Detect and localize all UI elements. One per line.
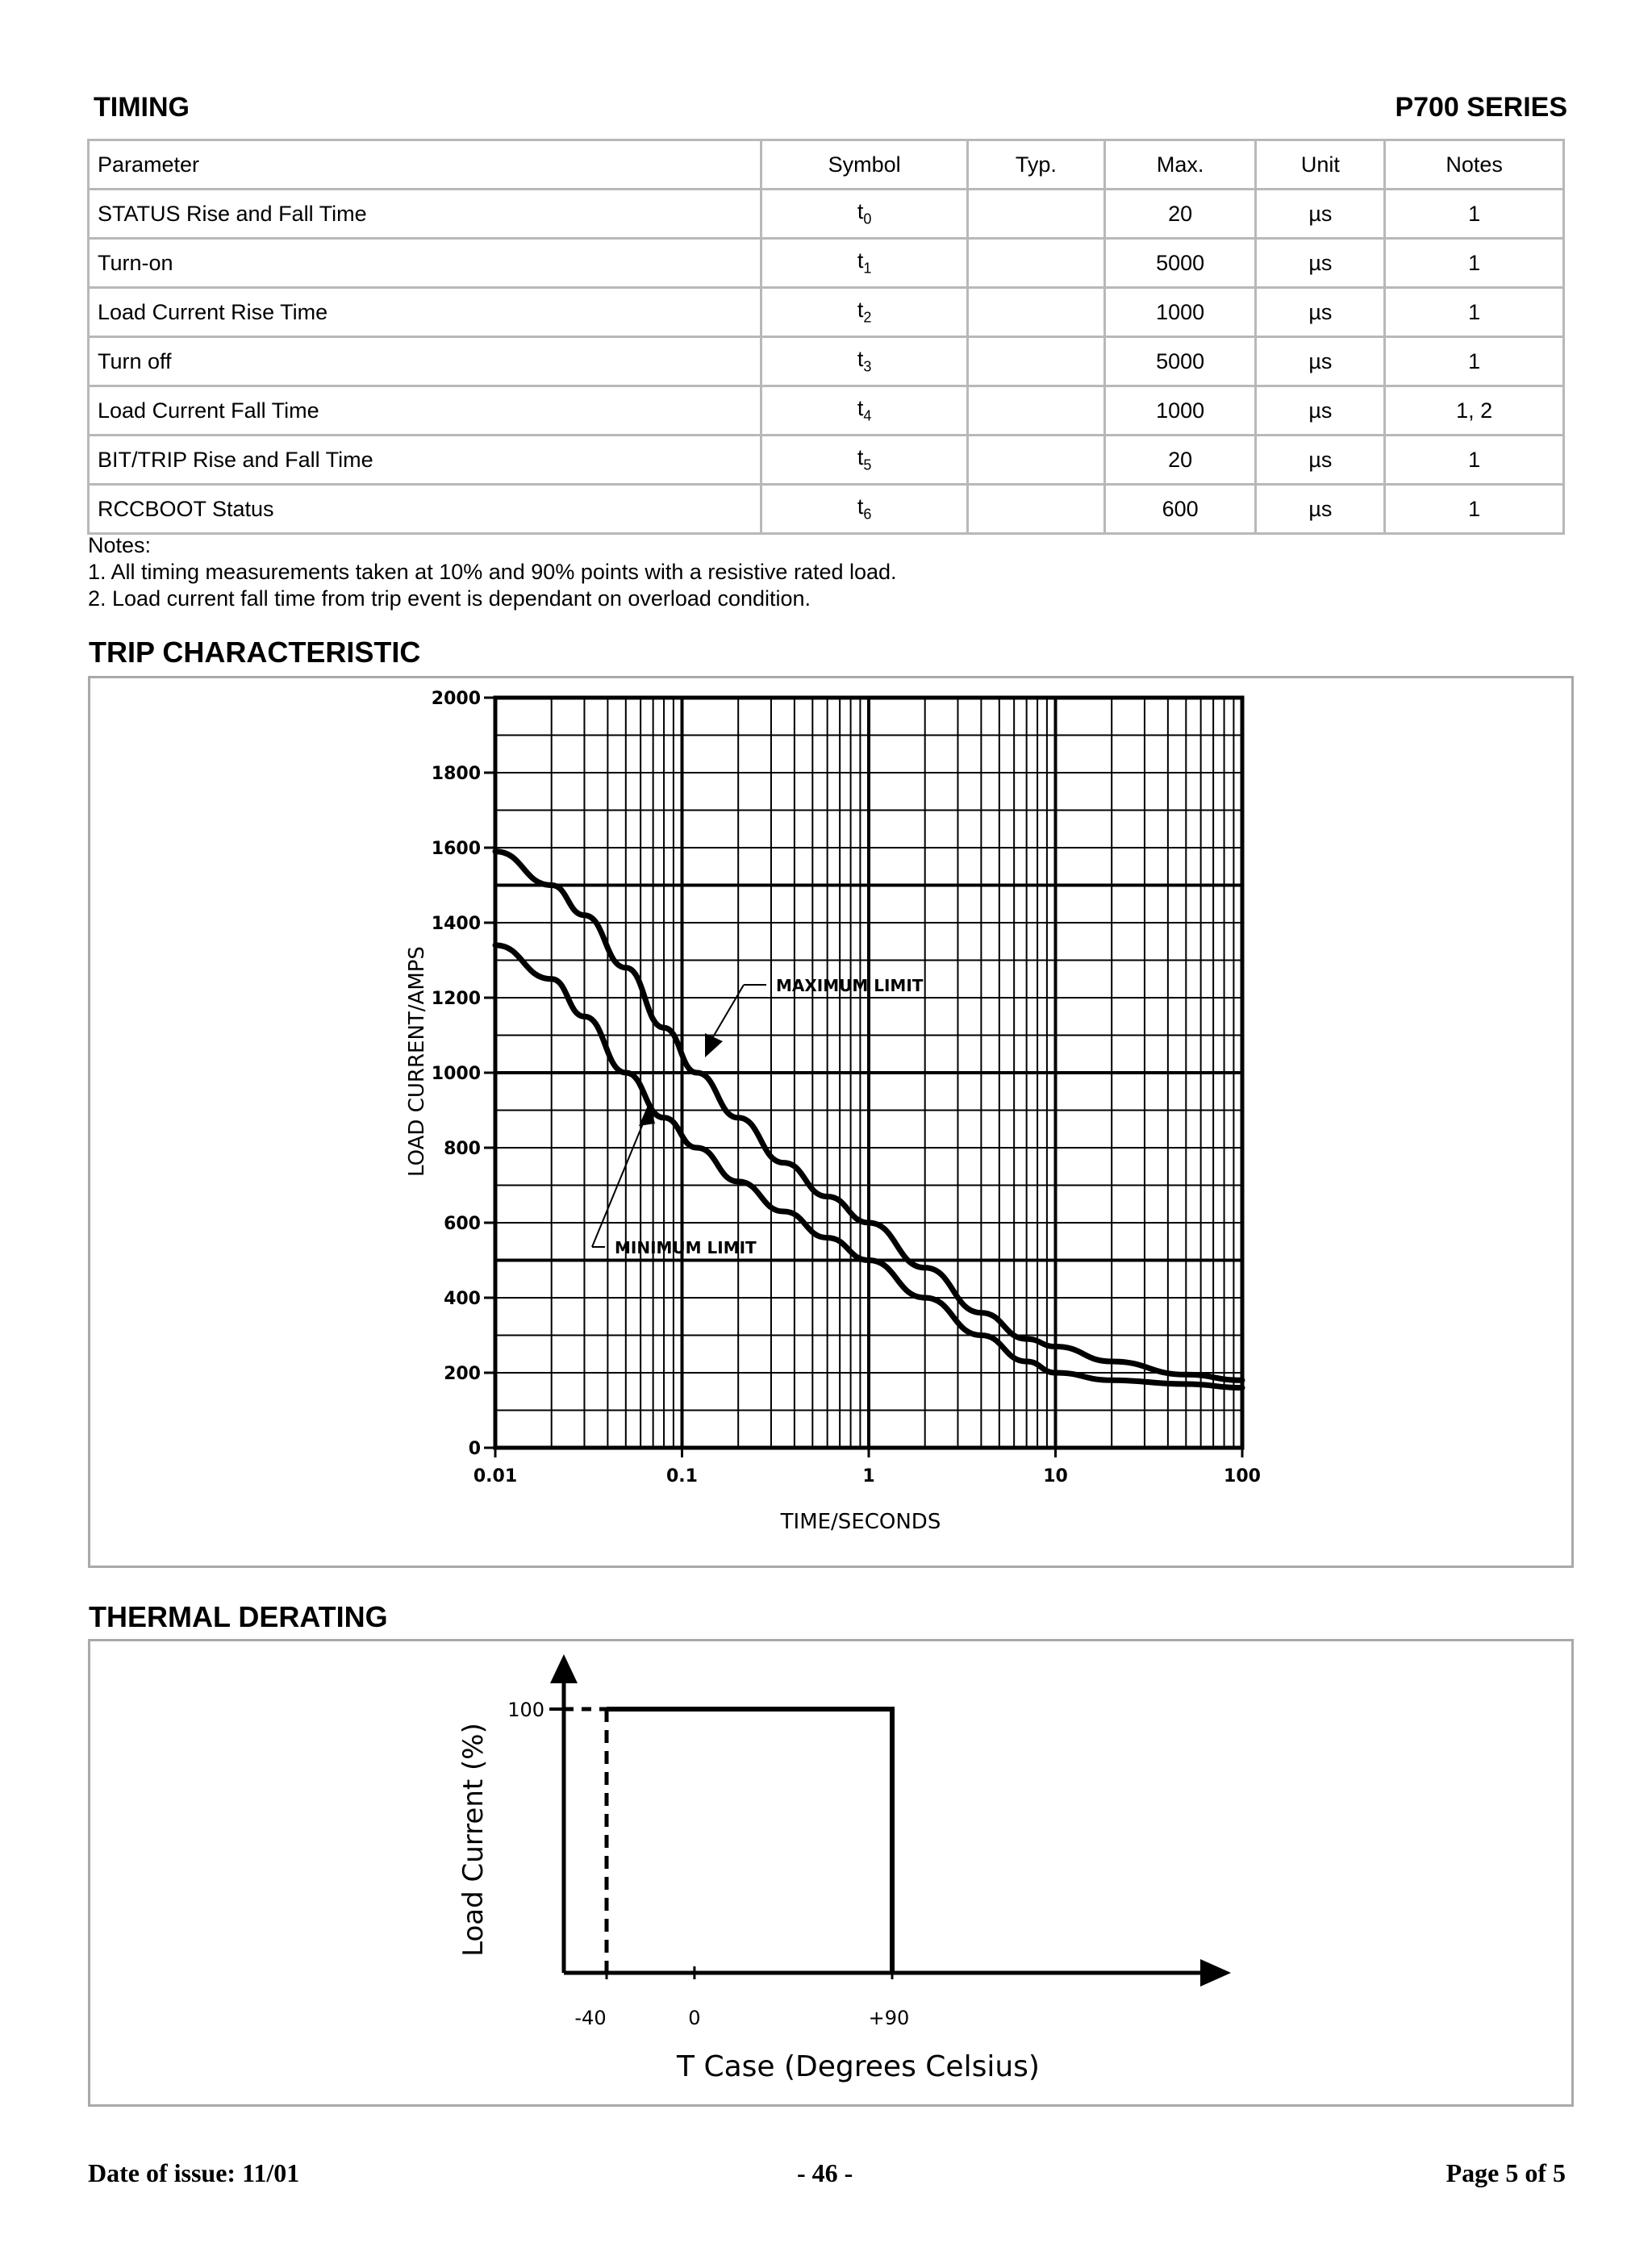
- series-label-minimum: MINIMUM LIMIT: [615, 1238, 757, 1257]
- table-cell-notes: 1: [1385, 190, 1564, 239]
- x-tick-label: -40: [574, 2007, 607, 2029]
- footer-page-number: - 46 -: [797, 2158, 853, 2187]
- symbol-base: t: [857, 347, 864, 372]
- table-row: [89, 190, 1564, 239]
- table-cell-max: 20: [1104, 436, 1256, 485]
- y-tick-label: 1200: [431, 989, 481, 1009]
- table-cell-symbol: [761, 337, 968, 386]
- symbol-subscript: 4: [863, 407, 872, 424]
- table-cell-parameter: BIT/TRIP Rise and Fall Time: [89, 436, 761, 485]
- y-tick-label: 0: [468, 1439, 481, 1459]
- x-tick-label: 100: [1224, 1466, 1261, 1486]
- y-tick-label: 1400: [431, 914, 481, 934]
- symbol-base: t: [857, 199, 864, 224]
- x-axis-arrow-icon: [1200, 1959, 1231, 1987]
- x-tick-label: 1: [862, 1466, 875, 1486]
- x-axis-label: TIME/SECONDS: [780, 1510, 941, 1534]
- symbol-base: t: [857, 445, 864, 470]
- x-tick-label: +90: [868, 2007, 910, 2029]
- table-cell-parameter: Turn-on: [89, 239, 761, 288]
- footer-date: Date of issue: 11/01: [88, 2158, 300, 2187]
- symbol-base: t: [857, 494, 864, 519]
- x-tick-label: 0.1: [666, 1466, 698, 1486]
- symbol-base: t: [857, 298, 864, 323]
- note-item-2: 2. Load current fall time from trip event is dependant on overload condition.: [88, 586, 811, 611]
- table-cell-symbol: [761, 239, 968, 288]
- symbol-subscript: 0: [863, 211, 872, 227]
- symbol-base: t: [857, 396, 864, 421]
- y-tick-label: 100: [507, 1699, 544, 1721]
- x-tick-label: 0.01: [473, 1466, 518, 1486]
- table-cell-parameter: Turn off: [89, 337, 761, 386]
- table-cell-typ: [967, 485, 1104, 534]
- table-cell-typ: [967, 288, 1104, 337]
- column-header: Unit: [1256, 140, 1385, 190]
- symbol-base: t: [857, 248, 864, 273]
- table-cell-unit: µs: [1256, 386, 1385, 436]
- table-cell-unit: µs: [1256, 239, 1385, 288]
- y-tick-label: 600: [444, 1214, 481, 1234]
- table-cell-unit: µs: [1256, 288, 1385, 337]
- y-tick-label: 1000: [431, 1064, 481, 1084]
- table-cell-symbol: [761, 190, 968, 239]
- table-cell-parameter: Load Current Fall Time: [89, 386, 761, 436]
- column-header: Symbol: [761, 140, 968, 190]
- table-cell-max: 1000: [1104, 288, 1256, 337]
- y-axis-label: LOAD CURRENT/AMPS: [405, 946, 429, 1177]
- thermal-derating-chart: [90, 1641, 1571, 2104]
- timing-table: [87, 139, 1565, 535]
- table-cell-unit: µs: [1256, 190, 1385, 239]
- trip-chart-frame: [88, 676, 1574, 1568]
- column-header: Parameter: [89, 140, 761, 190]
- table-row: [89, 337, 1564, 386]
- table-row: [89, 386, 1564, 436]
- table-cell-symbol: [761, 436, 968, 485]
- table-cell-typ: [967, 386, 1104, 436]
- table-cell-notes: 1, 2: [1385, 386, 1564, 436]
- trip-characteristic-chart: [90, 678, 1571, 1566]
- x-axis-label: T Case (Degrees Celsius): [677, 2050, 1040, 2083]
- series-title: P700 SERIES: [1395, 92, 1567, 123]
- table-cell-parameter: Load Current Rise Time: [89, 288, 761, 337]
- column-header: Typ.: [967, 140, 1104, 190]
- notes-heading: Notes:: [88, 533, 152, 557]
- y-tick-label: 400: [444, 1289, 481, 1309]
- table-cell-symbol: [761, 386, 968, 436]
- thermal-derating-title: THERMAL DERATING: [89, 1600, 388, 1633]
- trip-characteristic-title: TRIP CHARACTERISTIC: [89, 636, 421, 669]
- table-row: [89, 436, 1564, 485]
- table-cell-unit: µs: [1256, 337, 1385, 386]
- min-limit-leader: [592, 1118, 645, 1247]
- derating-chart-frame: [88, 1639, 1574, 2107]
- table-cell-notes: 1: [1385, 239, 1564, 288]
- y-tick-label: 1600: [431, 839, 481, 859]
- table-cell-parameter: STATUS Rise and Fall Time: [89, 190, 761, 239]
- table-cell-parameter: RCCBOOT Status: [89, 485, 761, 534]
- table-cell-max: 5000: [1104, 239, 1256, 288]
- table-cell-max: 20: [1104, 190, 1256, 239]
- table-cell-notes: 1: [1385, 485, 1564, 534]
- derating-curve: [607, 1709, 892, 1973]
- table-cell-symbol: [761, 288, 968, 337]
- table-cell-notes: 1: [1385, 337, 1564, 386]
- table-row: [89, 239, 1564, 288]
- column-header: Max.: [1104, 140, 1256, 190]
- y-tick-label: 800: [444, 1139, 481, 1159]
- y-axis-arrow-icon: [550, 1654, 578, 1683]
- table-row: [89, 288, 1564, 337]
- series-label-maximum: MAXIMUM LIMIT: [776, 976, 924, 995]
- table-cell-notes: 1: [1385, 436, 1564, 485]
- table-header-row: [89, 140, 1564, 190]
- table-cell-symbol: [761, 485, 968, 534]
- symbol-subscript: 3: [863, 358, 872, 375]
- y-tick-label: 200: [444, 1364, 481, 1384]
- section-title-timing: TIMING: [94, 92, 190, 123]
- x-tick-label: 10: [1043, 1466, 1068, 1486]
- table-row: [89, 485, 1564, 534]
- table-cell-notes: 1: [1385, 288, 1564, 337]
- table-cell-unit: µs: [1256, 485, 1385, 534]
- symbol-subscript: 2: [863, 309, 872, 326]
- table-cell-typ: [967, 337, 1104, 386]
- y-axis-label: Load Current (%): [457, 1723, 490, 1957]
- column-header: Notes: [1385, 140, 1564, 190]
- table-cell-unit: µs: [1256, 436, 1385, 485]
- symbol-subscript: 1: [863, 260, 872, 277]
- table-cell-max: 5000: [1104, 337, 1256, 386]
- table-cell-typ: [967, 239, 1104, 288]
- y-tick-label: 2000: [431, 689, 481, 709]
- note-item-1: 1. All timing measurements taken at 10% and 90% points with a resistive rated load.: [88, 560, 897, 584]
- x-tick-label: 0: [688, 2007, 701, 2029]
- table-cell-typ: [967, 190, 1104, 239]
- table-cell-typ: [967, 436, 1104, 485]
- footer-page-of: Page 5 of 5: [1446, 2158, 1566, 2187]
- grid: [495, 698, 1242, 1448]
- table-cell-max: 600: [1104, 485, 1256, 534]
- y-tick-label: 1800: [431, 764, 481, 784]
- table-cell-max: 1000: [1104, 386, 1256, 436]
- table-notes: [88, 532, 897, 612]
- symbol-subscript: 6: [863, 506, 872, 523]
- symbol-subscript: 5: [863, 457, 872, 473]
